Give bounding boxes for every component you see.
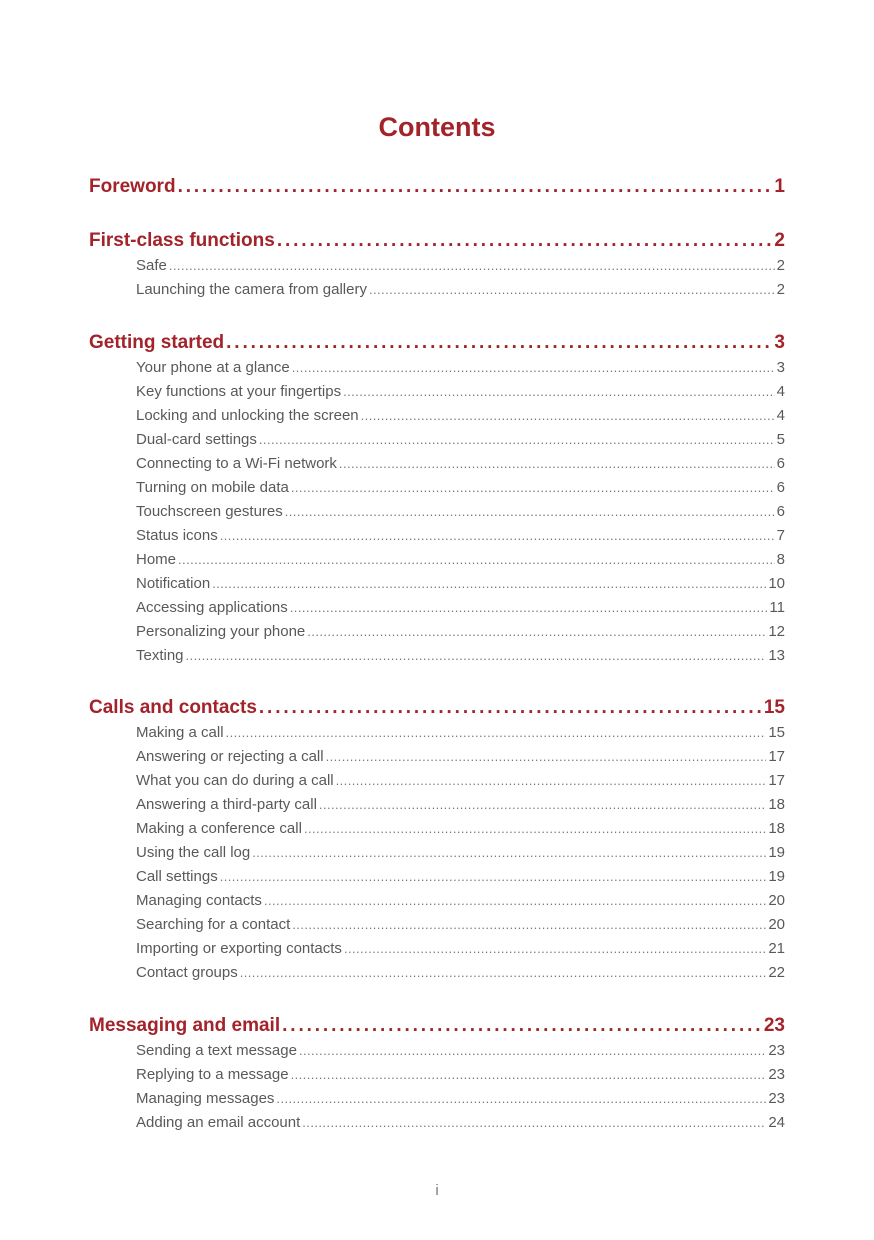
toc-section-row[interactable] — [136, 1039, 785, 1063]
toc-section-row[interactable] — [136, 1087, 785, 1111]
toc-page-number[interactable]: 2 — [774, 230, 785, 251]
dot-leader — [169, 254, 775, 278]
toc-section-row[interactable] — [136, 913, 785, 937]
toc-section-row[interactable] — [136, 620, 785, 644]
toc-section-title[interactable]: Home — [136, 551, 177, 568]
toc-section-row[interactable] — [136, 745, 785, 769]
toc-section-row[interactable] — [136, 380, 785, 404]
toc-page-number[interactable]: 23 — [768, 1042, 785, 1059]
toc-page-number[interactable]: 15 — [768, 724, 785, 741]
toc-section-title[interactable]: Replying to a message — [136, 1066, 289, 1083]
toc-page-number[interactable]: 23 — [763, 1015, 785, 1036]
dot-leader — [252, 841, 766, 865]
toc-chapter-calls-and-contacts — [89, 695, 785, 985]
dot-leader — [259, 428, 775, 452]
toc-page-number[interactable]: 21 — [768, 940, 785, 957]
toc-section-title[interactable]: Key functions at your fingertips — [136, 383, 342, 400]
dot-leader — [282, 1013, 762, 1039]
toc-section-title[interactable]: Touchscreen gestures — [136, 503, 283, 520]
toc-section-title[interactable]: Dual-card settings — [136, 431, 257, 448]
toc-section-title[interactable]: Launching the camera from gallery — [136, 281, 367, 298]
toc-section-row[interactable] — [136, 476, 785, 500]
toc-chapter-title[interactable]: Foreword — [89, 176, 176, 197]
dot-leader — [299, 1039, 766, 1063]
toc-page-number[interactable]: 17 — [768, 772, 785, 789]
toc-page-number[interactable]: 23 — [768, 1066, 785, 1083]
toc-page-number[interactable]: 6 — [776, 455, 785, 472]
toc-page-number[interactable]: 2 — [776, 257, 785, 274]
toc-section-row[interactable] — [136, 841, 785, 865]
toc-chapter-row[interactable] — [89, 330, 785, 356]
dot-leader — [226, 330, 772, 356]
toc-section-title[interactable]: Managing contacts — [136, 892, 262, 909]
dot-leader — [339, 452, 775, 476]
toc-section-row[interactable] — [136, 817, 785, 841]
toc-chapter-title[interactable]: Messaging and email — [89, 1015, 281, 1036]
toc-page-number[interactable]: 17 — [768, 748, 785, 765]
toc-section-title[interactable]: Managing messages — [136, 1090, 275, 1107]
dot-leader — [343, 380, 775, 404]
toc-section-title[interactable]: Adding an email account — [136, 1114, 301, 1131]
toc-section-title[interactable]: Connecting to a Wi-Fi network — [136, 455, 337, 472]
toc-page-number[interactable]: 7 — [776, 527, 785, 544]
toc-section-row[interactable] — [136, 865, 785, 889]
toc-section-title[interactable]: Your phone at a glance — [136, 359, 290, 376]
toc-section-title[interactable]: Call settings — [136, 868, 218, 885]
dot-leader — [304, 817, 766, 841]
toc-section-row[interactable] — [136, 356, 785, 380]
dot-leader — [264, 889, 766, 913]
toc-page-number[interactable]: 20 — [768, 892, 785, 909]
dot-leader — [226, 721, 767, 745]
toc-section-title[interactable]: Making a conference call — [136, 820, 302, 837]
toc-section-row[interactable] — [136, 721, 785, 745]
toc-section-title[interactable]: Answering a third-party call — [136, 796, 317, 813]
toc-section-row[interactable] — [136, 452, 785, 476]
toc-page-number[interactable]: 23 — [768, 1090, 785, 1107]
toc-page-number[interactable]: 18 — [768, 796, 785, 813]
toc-chapter-foreword — [89, 174, 785, 200]
dot-leader — [302, 1111, 766, 1135]
toc-section-row[interactable] — [136, 937, 785, 961]
toc-chapter-messaging-and-email — [89, 1013, 785, 1135]
toc-section-row[interactable] — [136, 524, 785, 548]
toc-section-row[interactable] — [136, 596, 785, 620]
toc-chapter-row[interactable] — [89, 1013, 785, 1039]
toc-chapter-first-class-functions — [89, 228, 785, 302]
toc-page-number[interactable]: 4 — [776, 407, 785, 424]
toc-chapter-title[interactable]: First-class functions — [89, 230, 275, 251]
toc-page-number[interactable]: 15 — [763, 697, 785, 718]
toc-section-row[interactable] — [136, 769, 785, 793]
toc-chapter-getting-started — [89, 330, 785, 668]
footer-page-number: i — [435, 1182, 439, 1199]
dot-leader — [186, 644, 767, 668]
toc-section-row[interactable] — [136, 254, 785, 278]
dot-leader — [290, 596, 768, 620]
toc-chapter-row[interactable] — [89, 228, 785, 254]
toc-section-row[interactable] — [136, 500, 785, 524]
toc-chapter-row[interactable] — [89, 695, 785, 721]
dot-leader — [285, 500, 775, 524]
toc-section-title[interactable]: Sending a text message — [136, 1042, 297, 1059]
toc-page-number[interactable]: 24 — [768, 1114, 785, 1131]
dot-leader — [277, 228, 773, 254]
toc-page-number[interactable]: 1 — [774, 176, 785, 197]
toc-page-number[interactable]: 12 — [768, 623, 785, 640]
dot-leader — [292, 913, 766, 937]
page-title: Contents — [378, 112, 496, 142]
toc-page-number[interactable]: 2 — [776, 281, 785, 298]
toc-section-title[interactable]: Status icons — [136, 527, 218, 544]
toc-page-number[interactable]: 20 — [768, 916, 785, 933]
toc-section-title[interactable]: Importing or exporting contacts — [136, 940, 342, 957]
toc-section-title[interactable]: Answering or rejecting a call — [136, 748, 324, 765]
toc-page-number[interactable]: 6 — [776, 479, 785, 496]
toc-chapter-title[interactable]: Getting started — [89, 332, 225, 353]
dot-leader — [336, 769, 767, 793]
toc-page-number[interactable]: 6 — [776, 503, 785, 520]
dot-leader — [178, 548, 775, 572]
toc-page-number[interactable]: 10 — [768, 575, 785, 592]
toc-page-number[interactable]: 18 — [768, 820, 785, 837]
toc-section-title[interactable]: Safe — [136, 257, 167, 274]
dot-leader — [240, 961, 767, 985]
toc-section-title[interactable]: Searching for a contact — [136, 916, 291, 933]
toc-section-row[interactable] — [136, 889, 785, 913]
toc-page-number[interactable]: 19 — [768, 844, 785, 861]
dot-leader — [361, 404, 775, 428]
dot-leader — [291, 1063, 767, 1087]
toc-section-title[interactable]: Accessing applications — [136, 599, 288, 616]
toc-section-row[interactable] — [136, 404, 785, 428]
toc-section-title[interactable]: Turning on mobile data — [136, 479, 289, 496]
dot-leader — [292, 356, 775, 380]
dot-leader — [307, 620, 766, 644]
toc-section-title[interactable]: Texting — [136, 647, 184, 664]
dot-leader — [319, 793, 766, 817]
toc-section-title[interactable]: Using the call log — [136, 844, 251, 861]
toc-section-title[interactable]: Notification — [136, 575, 211, 592]
toc-section-title[interactable]: Making a call — [136, 724, 224, 741]
toc-section-row[interactable] — [136, 1063, 785, 1087]
dot-leader — [220, 865, 767, 889]
dot-leader — [344, 937, 766, 961]
toc-section-row[interactable] — [136, 278, 785, 302]
toc-page-number[interactable]: 19 — [768, 868, 785, 885]
toc-section-title[interactable]: What you can do during a call — [136, 772, 334, 789]
toc-section-title[interactable]: Contact groups — [136, 964, 238, 981]
dot-leader — [369, 278, 775, 302]
toc-section-row[interactable] — [136, 548, 785, 572]
toc-chapter-title[interactable]: Calls and contacts — [89, 697, 257, 718]
dot-leader — [220, 524, 775, 548]
toc-page-number[interactable]: 11 — [769, 599, 785, 616]
dot-leader — [291, 476, 775, 500]
toc-chapter-row[interactable] — [89, 174, 785, 200]
toc-section-row[interactable] — [136, 428, 785, 452]
toc-section-row[interactable] — [136, 793, 785, 817]
toc-page-number[interactable]: 13 — [768, 647, 785, 664]
toc-page-number[interactable]: 3 — [774, 332, 785, 353]
dot-leader — [326, 745, 767, 769]
toc-section-title[interactable]: Personalizing your phone — [136, 623, 306, 640]
toc-page-number[interactable]: 5 — [776, 431, 785, 448]
toc-section-row[interactable] — [136, 572, 785, 596]
toc-section-row[interactable] — [136, 1111, 785, 1135]
dot-leader — [276, 1087, 766, 1111]
dot-leader — [212, 572, 766, 596]
toc-page-number[interactable]: 22 — [768, 964, 785, 981]
toc-section-row[interactable] — [136, 961, 785, 985]
toc-page-number[interactable]: 3 — [776, 359, 785, 376]
toc-page-number[interactable]: 4 — [776, 383, 785, 400]
toc-section-row[interactable] — [136, 644, 785, 668]
toc-section-title[interactable]: Locking and unlocking the screen — [136, 407, 359, 424]
dot-leader — [259, 695, 762, 721]
toc-page-number[interactable]: 8 — [776, 551, 785, 568]
dot-leader — [178, 174, 773, 200]
